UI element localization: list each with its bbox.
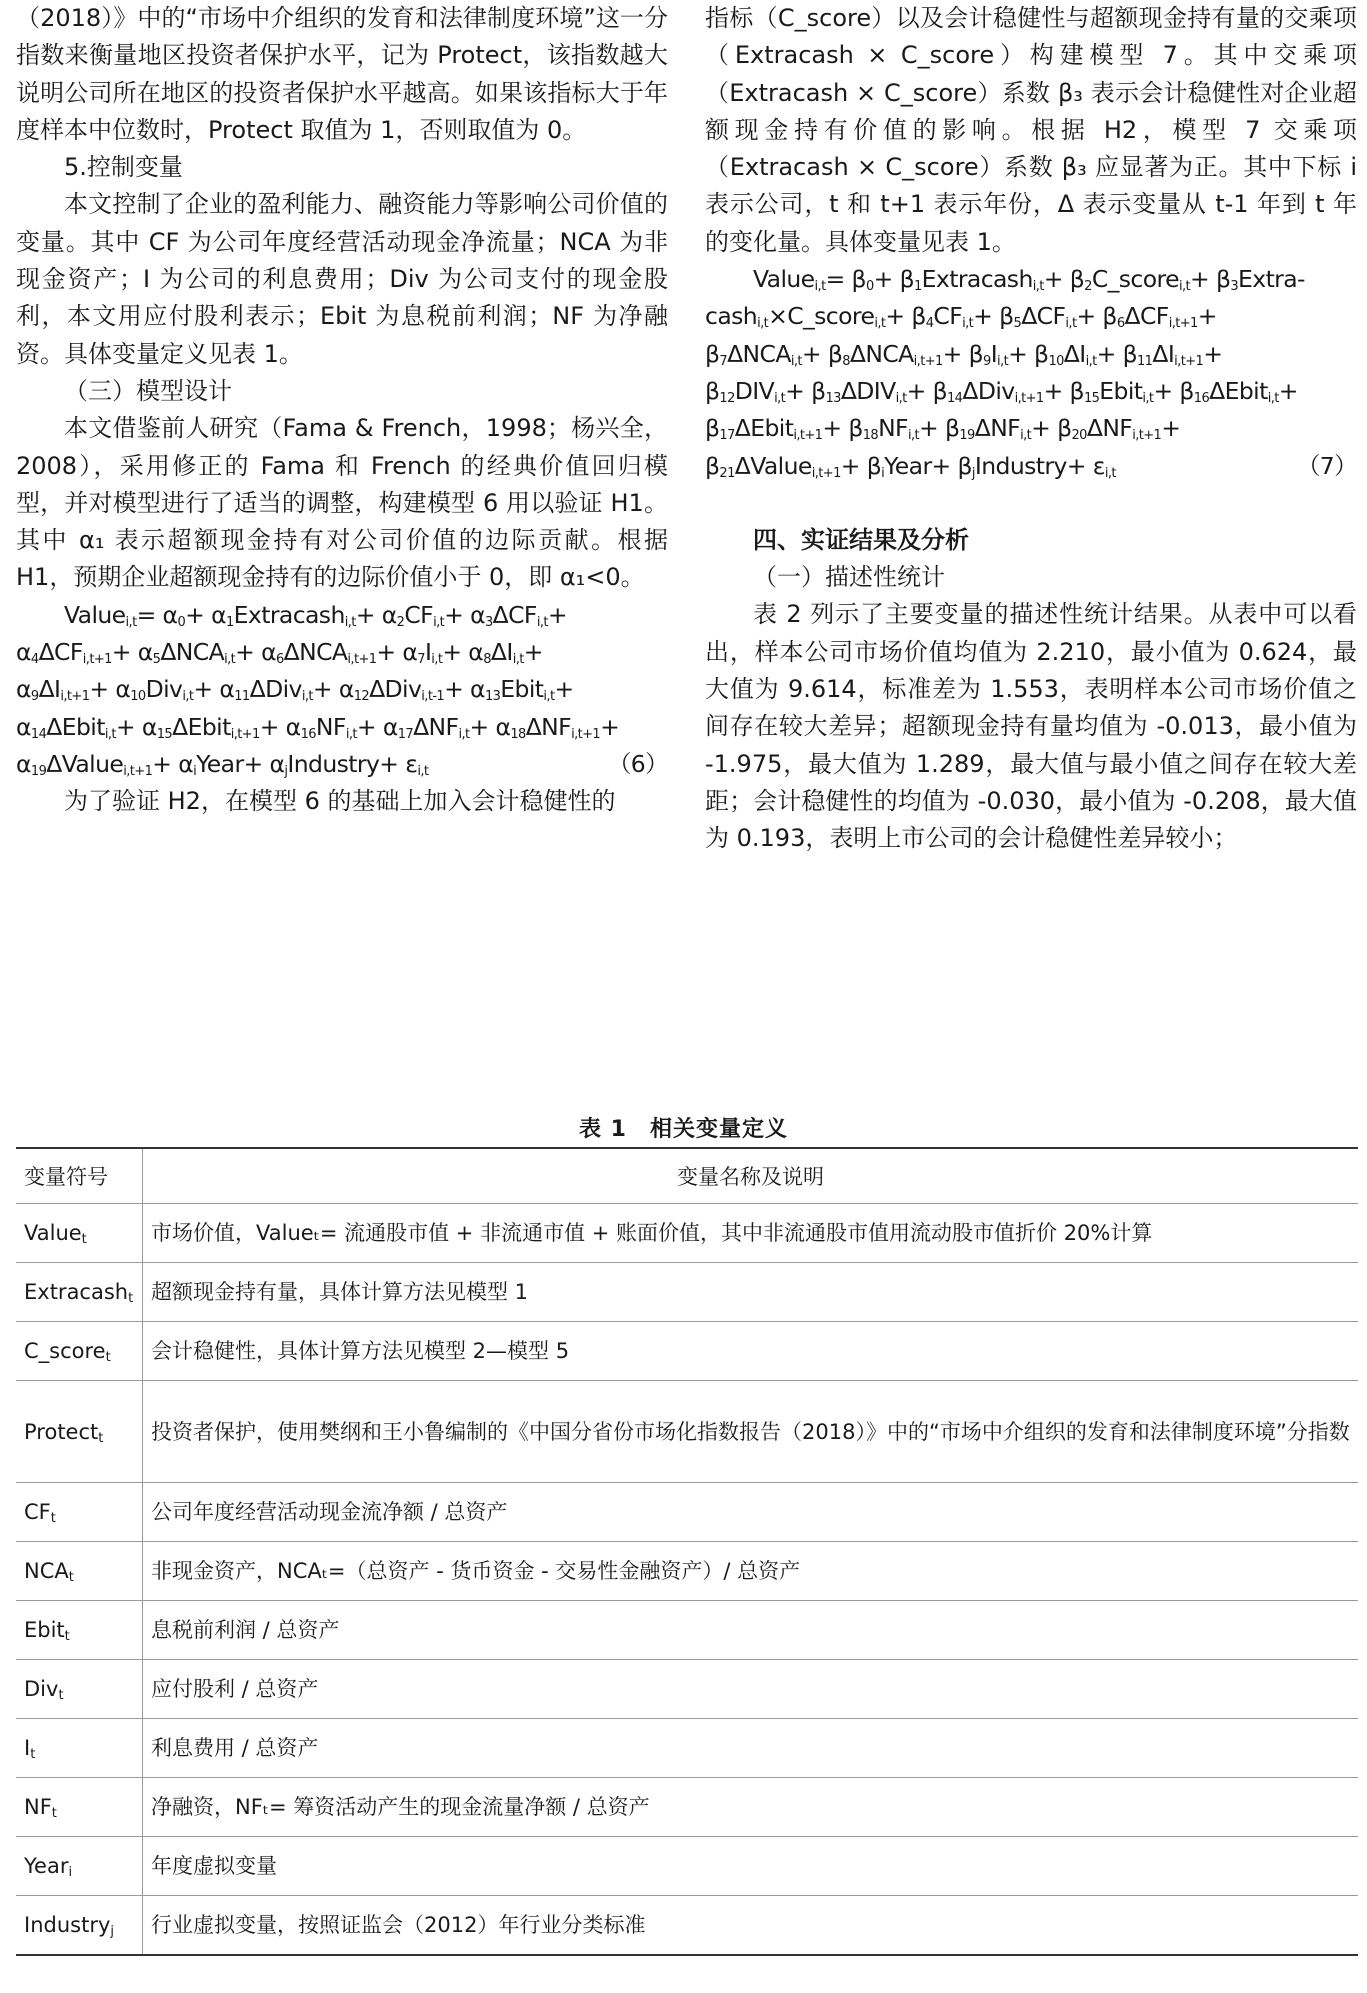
variable-symbol: Industry$_j$ xyxy=(16,1896,143,1955)
table-row xyxy=(16,1483,1358,1542)
variable-description: 息税前利润 / 总资产 xyxy=(143,1601,1359,1660)
subheading-descriptive-stats: （一）描述性统计 xyxy=(753,563,945,592)
table-row xyxy=(16,1263,1358,1322)
variable-symbol: Year$_i$ xyxy=(16,1837,143,1896)
paragraph: 表 2 列示了主要变量的描述性统计结果。从表中可以看出，样本公司市场价值均值为 2.210，最小值为 0.624，最大值为 9.614，标准差为 1.553，表明样本公司市场价值之间存在较大差异；超额现金持有量均值为 -0.013，最小值为 -1.975，最大值为 1.289，最大值与最小值之间存在较大差距；会计稳健性的均值为 -0.030，最小值为 -0.208，最大值为 0.193，表明上市公司的会计稳健性差异较小； xyxy=(705,600,1357,853)
table-row xyxy=(16,1204,1358,1263)
variable-description: 利息费用 / 总资产 xyxy=(143,1719,1359,1778)
header-symbol: 变量符号 xyxy=(16,1148,143,1204)
variable-description: 投资者保护，使用樊纲和王小鲁编制的《中国分省份市场化指数报告（2018）》中的“市场中介组织的发育和法律制度环境”分指数 xyxy=(143,1381,1359,1483)
equation-number: （7） xyxy=(1296,451,1357,480)
variable-description: 行业虚拟变量，按照证监会（2012）年行业分类标准 xyxy=(143,1896,1359,1955)
variable-symbol: Ebit$_t$ xyxy=(16,1601,143,1660)
variable-symbol: Div$_t$ xyxy=(16,1660,143,1719)
variable-symbol: $I_t$ xyxy=(16,1719,143,1778)
variable-symbol: $NF_t$ xyxy=(16,1778,143,1837)
table-row xyxy=(16,1660,1358,1719)
variable-symbol: C_score$_t$ xyxy=(16,1322,143,1381)
left-column xyxy=(16,0,668,821)
variable-description: 市场价值，Valueₜ= 流通股市值 + 非流通市值 + 账面价值，其中非流通股市值用流动股市值折价 20%计算 xyxy=(143,1204,1359,1263)
subheading-control-variables: 5.控制变量 xyxy=(64,153,183,182)
table-row xyxy=(16,1896,1358,1955)
variable-symbol: $NCA_t$ xyxy=(16,1542,143,1601)
equation-7: Value$_{i,t}$= $\beta_0+$ $\beta_1Extracash_{i,t}+$ $\beta_2C\_score_{i,t}+$ $\beta_3Extra-$ cash$_{i,t}$×C_score$_{i,t}$+ $\beta_4CF_{i,t}+ \beta_5\Delta CF_{i,t}+ \beta_6\Delta CF_{i,t+1}+$ $\beta_7\Delta NCA_{i,t}+ \beta_8\Delta NCA_{i,t+1}+ \beta_9I_{i,t}+ \beta_{10}\Delta I_{i,t}+ \beta_{11}\Delta I_{i,t+1}+$ $\beta_{12}DIV_{i,t}+ \beta_{13}\Delta DIV_{i,t}+ \beta_{14}\Delta Div_{i,t+1}+$ $\beta_{15}Ebit_{i,t}+$ $\beta_{16}\Delta Ebit_{i,t}+$ $\beta_{17}\Delta Ebit_{i,t+1}+ \beta_{18}NF_{i,t}+ \beta_{19}\Delta NF_{i,t}+ \beta_{20}\Delta NF_{i,t+1}+$ $\beta_{21}\Delta Value_{i,t+1}+$ $\beta_iYear+$ $\beta_jIndustry+ \varepsilon_{i,t}$ （7） xyxy=(705,261,1357,485)
table-caption: 表 1 相关变量定义 xyxy=(579,1117,788,1142)
variable-symbol: Protect$_t$ xyxy=(16,1381,143,1483)
table-row xyxy=(16,1542,1358,1601)
header-description: 变量名称及说明 xyxy=(143,1148,1359,1204)
table-header-row xyxy=(16,1148,1358,1204)
variable-symbol: $CF_t$ xyxy=(16,1483,143,1542)
variable-symbol: Extracash$_t$ xyxy=(16,1263,143,1322)
variable-description: 公司年度经营活动现金流净额 / 总资产 xyxy=(143,1483,1359,1542)
variable-description: 净融资，NFₜ= 筹资活动产生的现金流量净额 / 总资产 xyxy=(143,1778,1359,1837)
table-row xyxy=(16,1381,1358,1483)
table-row xyxy=(16,1719,1358,1778)
subheading-model-design: （三）模型设计 xyxy=(64,376,232,405)
variable-description: 年度虚拟变量 xyxy=(143,1837,1359,1896)
equation-number: （6） xyxy=(607,749,668,778)
table-row xyxy=(16,1601,1358,1660)
variable-definition-table xyxy=(16,1147,1358,1956)
section-heading: 四、实证结果及分析 xyxy=(753,525,969,554)
table-row xyxy=(16,1837,1358,1896)
paragraph: 指标（C_score）以及会计稳健性与超额现金持有量的交乘项（Extracash × C_score）构建模型 7。其中交乘项（Extracash × C_score）系数 β₃ 表示会计稳健性对企业超额现金持有价值的影响。根据 H2，模型 7 交乘项（Extracash × C_score）系数 β₃ 应显著为正。其中下标 i 表示公司，t 和 t+1 表示年份，Δ 表示变量从 t-1 年到 t 年的变化量。具体变量见表 1。 xyxy=(705,4,1357,256)
table-row xyxy=(16,1322,1358,1381)
equation-6: Value$_{i,t}$= $\alpha_0+$ $\alpha_1Extracash_{i,t}+ \alpha_2CF_{i,t}+ \alpha_3\Delta CF_{i,t}+$ $\alpha_4\Delta CF_{i,t+1}+ \alpha_5\Delta NCA_{i,t}+ \alpha_6\Delta NCA_{i,t+1}+ \alpha_7I_{i,t}+ \alpha_8\Delta I_{i,t}+$ $\alpha_9\Delta I_{i,t+1}+ \alpha_{10}Div_{i,t}+ \alpha_{11}\Delta Div_{i,t}+ \alpha_{12}\Delta Div_{i,t-1}+$ $\alpha_{13}Ebit_{i,t}+$ $\alpha_{14}\Delta Ebit_{i,t}+$ $\alpha_{15}\Delta Ebit_{i,t+1}+ \alpha_{16}NF_{i,t}+ \alpha_{17}\Delta NF_{i,t}+ \alpha_{18}\Delta NF_{i,t+1}+$ $\alpha_{19}\Delta Value_{i,t+1}+$ $\alpha_iYear+$ $\alpha_jIndustry+ \varepsilon_{i,t}$ （6） xyxy=(16,597,668,783)
table-row xyxy=(16,1778,1358,1837)
variable-description: 超额现金持有量，具体计算方法见模型 1 xyxy=(143,1263,1359,1322)
paragraph: （2018）》中的“市场中介组织的发育和法律制度环境”这一分指数来衡量地区投资者保护水平，记为 Protect，该指数越大说明公司所在地区的投资者保护水平越高。如果该指标大于年度样本中位数时，Protect 取值为 1，否则取值为 0。 xyxy=(16,4,668,144)
variable-description: 会计稳健性，具体计算方法见模型 2—模型 5 xyxy=(143,1322,1359,1381)
variable-description: 非现金资产，NCAₜ=（总资产 - 货币资金 - 交易性金融资产）/ 总资产 xyxy=(143,1542,1359,1601)
right-column xyxy=(705,0,1357,858)
paragraph: 本文控制了企业的盈利能力、融资能力等影响公司价值的变量。其中 CF 为公司年度经营活动现金净流量；NCA 为非现金资产；I 为公司的利息费用；Div 为公司支付的现金股利，本文用应付股利表示；Ebit 为息税前利润；NF 为净融资。具体变量定义见表 1。 xyxy=(16,190,668,368)
variable-description: 应付股利 / 总资产 xyxy=(143,1660,1359,1719)
variable-symbol: Value$_t$ xyxy=(16,1204,143,1263)
paragraph: 本文借鉴前人研究（Fama & French，1998；杨兴全，2008），采用修正的 Fama 和 French 的经典价值回归模型，并对模型进行了适当的调整，构建模型 6 用以验证 H1。其中 α₁ 表示超额现金持有对公司价值的边际贡献。根据 H1，预期企业超额现金持有的边际价值小于 0，即 α₁<0。 xyxy=(16,414,668,592)
paragraph: 为了验证 H2，在模型 6 的基础上加入会计稳健性的 xyxy=(64,787,616,816)
